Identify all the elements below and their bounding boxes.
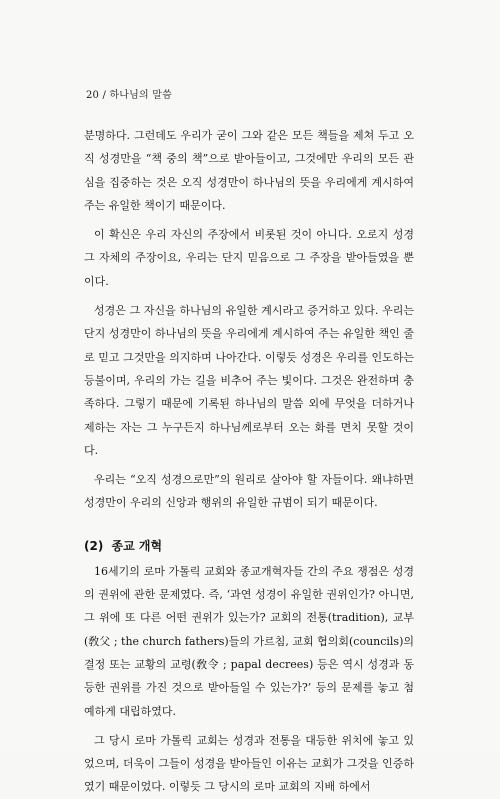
section-paragraph-2: 그 당시 로마 가톨릭 교회는 성경과 전통을 대등한 위치에 놓고 있었으며, 더욱이 그들이 성경을 받아들인 이유는 교회가 그것을 인증하였기 때문이었다. 이렇듯 그 당시의 로마 교회의 지배 하에서 <box>84 733 414 794</box>
body-paragraph-1: 분명하다. 그런데도 우리가 굳이 그와 같은 모든 책들을 제쳐 두고 오직 성경만을 “책 중의 책”으로 받아들이고, 그것에만 우리의 모든 관심을 집중하는 것은 오직 성경만이 하나님의 뜻을 우리에게 계시하여 주는 유일한 책이기 때문이다. <box>84 129 414 212</box>
section-paragraph-1: 16세기의 로마 가톨릭 교회와 종교개혁자들 간의 주요 쟁점은 성경의 권위에 관한 문제였다. 즉, ‘과연 성경이 유일한 권위인가? 아니면, 그 위에 또 다른 어떤 권위가 있는가? 교회의 전통(tradition), 교부(敎父 ; the church fathers)들의 가르침, 교회 협의회(councils)의 결정 또는 교황의 교령(敎令 ; papal decrees) 등은 역시 성경과 동등한 권위를 가진 것으로 받아들일 수 있는가?’ 등의 문제를 놓고 첨예하게 대립하였다. <box>84 564 414 718</box>
section-title: 종교 개혁 <box>111 538 163 553</box>
page-body <box>84 124 414 799</box>
body-paragraph-3: 성경은 그 자신을 하나님의 유일한 계시라고 증거하고 있다. 우리는 단지 성경만이 하나님의 뜻을 우리에게 계시하여 주는 유일한 책인 줄로 믿고 그것만을 의지하며 나아간다. 이렇듯 성경은 우리를 인도하는 등불이며, 우리의 가는 길을 비추어 주는 빛이다. 그것은 완전하며 충족하다. 그렇기 때문에 기록된 하나님의 말씀 외에 무엇을 더하거나 제하는 자는 그 누구든지 하나님께로부터 오는 화를 면치 못할 것이다. <box>84 304 414 457</box>
body-paragraph-2: 이 확신은 우리 자신의 주장에서 비롯된 것이 아니다. 오로지 성경 그 자체의 주장이요, 우리는 단지 믿음으로 그 주장을 받아들였을 뿐이다. <box>84 228 414 288</box>
section-number: (2) <box>84 538 104 553</box>
body-paragraph-4: 우리는 “오직 성경으로만”의 원리로 살아야 할 자들이다. 왜냐하면 성경만이 우리의 신앙과 행위의 유일한 규범이 되기 때문이다. <box>84 473 414 510</box>
running-header: 20 / 하나님의 말씀 <box>86 90 172 101</box>
section-heading <box>84 535 414 558</box>
